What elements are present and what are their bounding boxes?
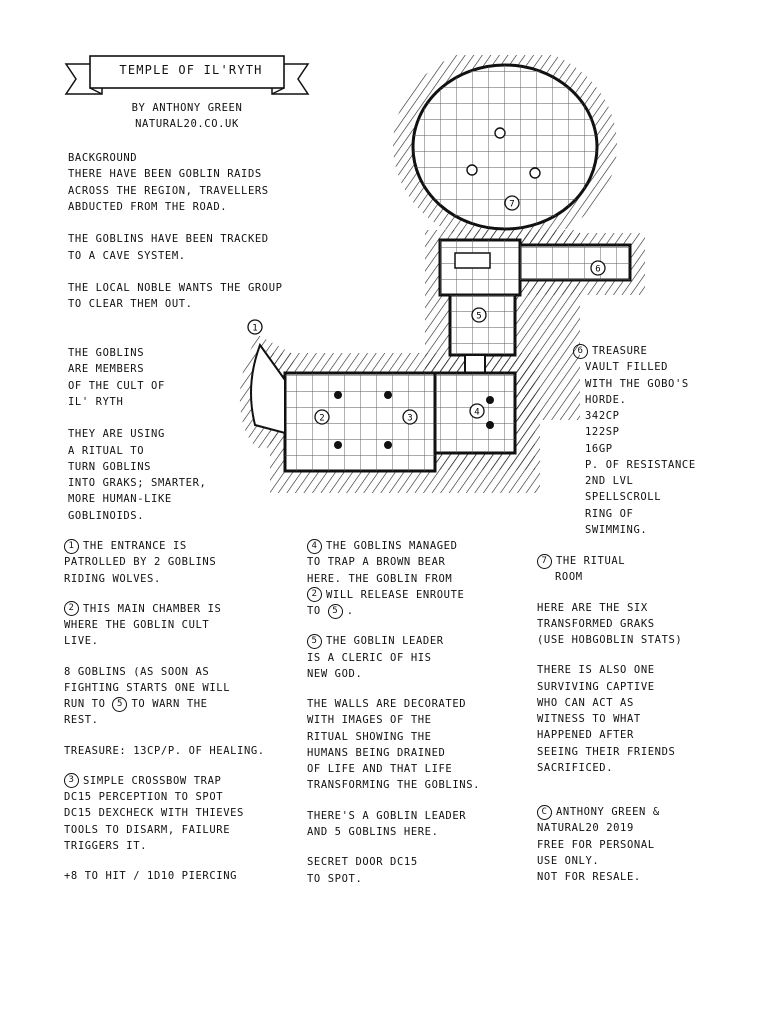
- copyright-line-2: FREE FOR PERSONAL: [537, 838, 655, 851]
- entry-3-line-2: DC15 DEXCHECK WITH THIEVES: [64, 807, 244, 820]
- vault-line-0: TREASURE: [592, 345, 648, 357]
- entry-1-number: 1: [64, 539, 79, 554]
- map-label-1: 1: [252, 323, 258, 334]
- goblins-line-4: REST.: [64, 714, 99, 727]
- text-line: SWIMMING.: [585, 523, 648, 536]
- background-heading: BACKGROUND: [68, 152, 138, 164]
- column-3: [537, 553, 682, 886]
- text-line: IL' RYTH: [68, 395, 124, 408]
- entry-4-line-4: WILL RELEASE ENROUTE: [326, 588, 465, 601]
- map-label-6: 6: [595, 264, 601, 275]
- text-line: OF THE CULT OF: [68, 379, 165, 392]
- cult-lines: [68, 345, 206, 524]
- text-line: THERE IS ALSO ONE: [537, 664, 655, 677]
- entry-1-line-0: THE ENTRANCE IS: [83, 540, 187, 552]
- entry-4-line-1: THE GOBLINS MANAGED: [326, 540, 458, 552]
- map-label-5: 5: [476, 311, 482, 322]
- entry-4-number: 4: [307, 539, 322, 554]
- text-line: THERE'S A GOBLIN LEADER: [307, 809, 467, 822]
- entry-2-line-1: WHERE THE GOBLIN CULT: [64, 619, 210, 632]
- page-title: TEMPLE OF IL'RYTH: [119, 63, 263, 77]
- text-line: (USE HOBGOBLIN STATS): [537, 634, 683, 647]
- vault-number: 6: [573, 344, 588, 359]
- goblins-line-0: 8 GOBLINS (AS SOON AS: [64, 665, 210, 678]
- text-line: HAPPENED AFTER: [537, 729, 634, 742]
- text-line: RING OF: [585, 507, 634, 520]
- entry-4-ref-b: 5: [328, 604, 343, 619]
- map-label-2: 2: [319, 413, 325, 424]
- entry-2-line-2: LIVE.: [64, 635, 99, 648]
- text-line: TO CLEAR THEM OUT.: [68, 298, 193, 311]
- entry-2-line-0: THIS MAIN CHAMBER IS: [83, 602, 222, 615]
- text-line: HUMANS BEING DRAINED: [307, 746, 446, 759]
- text-line: SURVIVING CAPTIVE: [537, 680, 655, 693]
- walls-lines: [307, 696, 480, 794]
- text-line: P. OF RESISTANCE: [585, 458, 696, 471]
- entry-3-line-0: SIMPLE CROSSBOW TRAP: [83, 774, 222, 787]
- goblins-line-1: FIGHTING STARTS ONE WILL: [64, 681, 231, 694]
- text-line: ABDUCTED FROM THE ROAD.: [68, 200, 228, 213]
- captive-lines: [537, 662, 682, 776]
- text-line: SECRET DOOR DC15: [307, 856, 418, 869]
- goblins-line-2: RUN TO: [64, 698, 106, 711]
- map-label-3: 3: [407, 413, 413, 424]
- entry-5-line-1: IS A CLERIC OF HIS: [307, 651, 432, 664]
- text-line: 122SP: [585, 426, 620, 439]
- entry-1-line-1: PATROLLED BY 2 GOBLINS: [64, 556, 217, 569]
- entry-4-line-5-end: .: [346, 605, 354, 618]
- damage-line: +8 TO HIT / 1D10 PIERCING: [64, 870, 238, 883]
- text-line: 16GP: [585, 442, 613, 455]
- text-line: MORE HUMAN-LIKE: [68, 493, 172, 506]
- text-line: VAULT FILLED: [585, 361, 669, 374]
- text-line: ACROSS THE REGION, TRAVELLERS: [68, 184, 269, 197]
- copyright-icon: C: [537, 805, 552, 820]
- text-line: RITUAL SHOWING THE: [307, 730, 432, 743]
- entry-3-line-1: DC15 PERCEPTION TO SPOT: [64, 791, 224, 804]
- entry-5-line-2: NEW GOD.: [307, 667, 363, 680]
- treasure-line: TREASURE: 13CP/P. OF HEALING.: [64, 744, 265, 757]
- text-line: SPELLSCROLL: [585, 491, 662, 504]
- text-line: HERE ARE THE SIX: [537, 601, 648, 614]
- text-line: WITH IMAGES OF THE: [307, 714, 432, 727]
- copyright-line-3: USE ONLY.: [537, 854, 600, 867]
- entry-4-line-3: HERE. THE GOBLIN FROM: [307, 572, 453, 585]
- six-lines: [537, 600, 682, 649]
- website: NATURAL20.CO.UK: [135, 118, 239, 131]
- text-line: WHO CAN ACT AS: [537, 696, 634, 709]
- goblins-ref: 5: [112, 697, 127, 712]
- text-line: THEY ARE USING: [68, 428, 165, 441]
- text-line: TO A CAVE SYSTEM.: [68, 249, 186, 262]
- copyright-line-4: NOT FOR RESALE.: [537, 871, 641, 884]
- entry-3-number: 3: [64, 773, 79, 788]
- text-line: THE LOCAL NOBLE WANTS THE GROUP: [68, 282, 283, 295]
- entry-7-line-1: ROOM: [555, 571, 583, 584]
- text-line: INTO GRAKS; SMARTER,: [68, 477, 207, 490]
- column-1: [64, 538, 265, 885]
- text-line: OF LIFE AND THAT LIFE: [307, 763, 453, 776]
- column-2: [307, 538, 480, 887]
- text-line: WITNESS TO WHAT: [537, 713, 641, 726]
- text-line: AND 5 GOBLINS HERE.: [307, 825, 439, 838]
- entry-5-number: 5: [307, 634, 322, 649]
- text-line: A RITUAL TO: [68, 444, 145, 457]
- author: BY ANTHONY GREEN: [131, 102, 243, 114]
- text-line: THE GOBLINS: [68, 347, 145, 359]
- goblins-line-3: TO WARN THE: [131, 698, 208, 711]
- treasure-vault-section: [573, 343, 696, 538]
- entry-5-line-0: THE GOBLIN LEADER: [326, 635, 444, 648]
- text-line: SEEING THEIR FRIENDS: [537, 745, 676, 758]
- text-line: ARE MEMBERS: [68, 363, 145, 376]
- secret-lines: [307, 854, 480, 887]
- text-line: THERE HAVE BEEN GOBLIN RAIDS: [68, 168, 262, 181]
- entry-3-line-3: TOOLS TO DISARM, FAILURE: [64, 823, 231, 836]
- text-line: WITH THE GOBO'S: [585, 377, 689, 390]
- text-line: [68, 410, 206, 426]
- text-line: SACRIFICED.: [537, 761, 614, 774]
- entry-7-line-0: THE RITUAL: [556, 555, 626, 567]
- text-line: TO SPOT.: [307, 872, 363, 885]
- entry-4-ref-a: 2: [307, 587, 322, 602]
- text-line: THE WALLS ARE DECORATED: [307, 698, 467, 711]
- entry-1-line-2: RIDING WOLVES.: [64, 572, 161, 585]
- vault-lines: [573, 359, 696, 538]
- entry-4-line-5: TO: [307, 605, 321, 618]
- entry-3-line-4: TRIGGERS IT.: [64, 839, 148, 852]
- text-line: GOBLINOIDS.: [68, 509, 145, 522]
- cult-section: [68, 345, 206, 524]
- text-line: HORDE.: [585, 393, 627, 406]
- text-line: TURN GOBLINS: [68, 460, 152, 473]
- leader-lines: [307, 808, 480, 841]
- text-line: TRANSFORMED GRAKS: [537, 617, 655, 630]
- text-line: TRANSFORMING THE GOBLINS.: [307, 779, 481, 792]
- copyright-line-0: ANTHONY GREEN &: [556, 806, 660, 819]
- entry-7-number: 7: [537, 554, 552, 569]
- copyright-line-1: NATURAL20 2019: [537, 822, 634, 835]
- entry-2-number: 2: [64, 601, 79, 616]
- text-line: 2ND LVL: [585, 475, 634, 488]
- map-label-7: 7: [509, 199, 515, 210]
- map-label-4: 4: [474, 407, 480, 418]
- text-line: 342CP: [585, 410, 620, 423]
- text-line: THE GOBLINS HAVE BEEN TRACKED: [68, 233, 269, 246]
- entry-4-line-2: TO TRAP A BROWN BEAR: [307, 556, 446, 569]
